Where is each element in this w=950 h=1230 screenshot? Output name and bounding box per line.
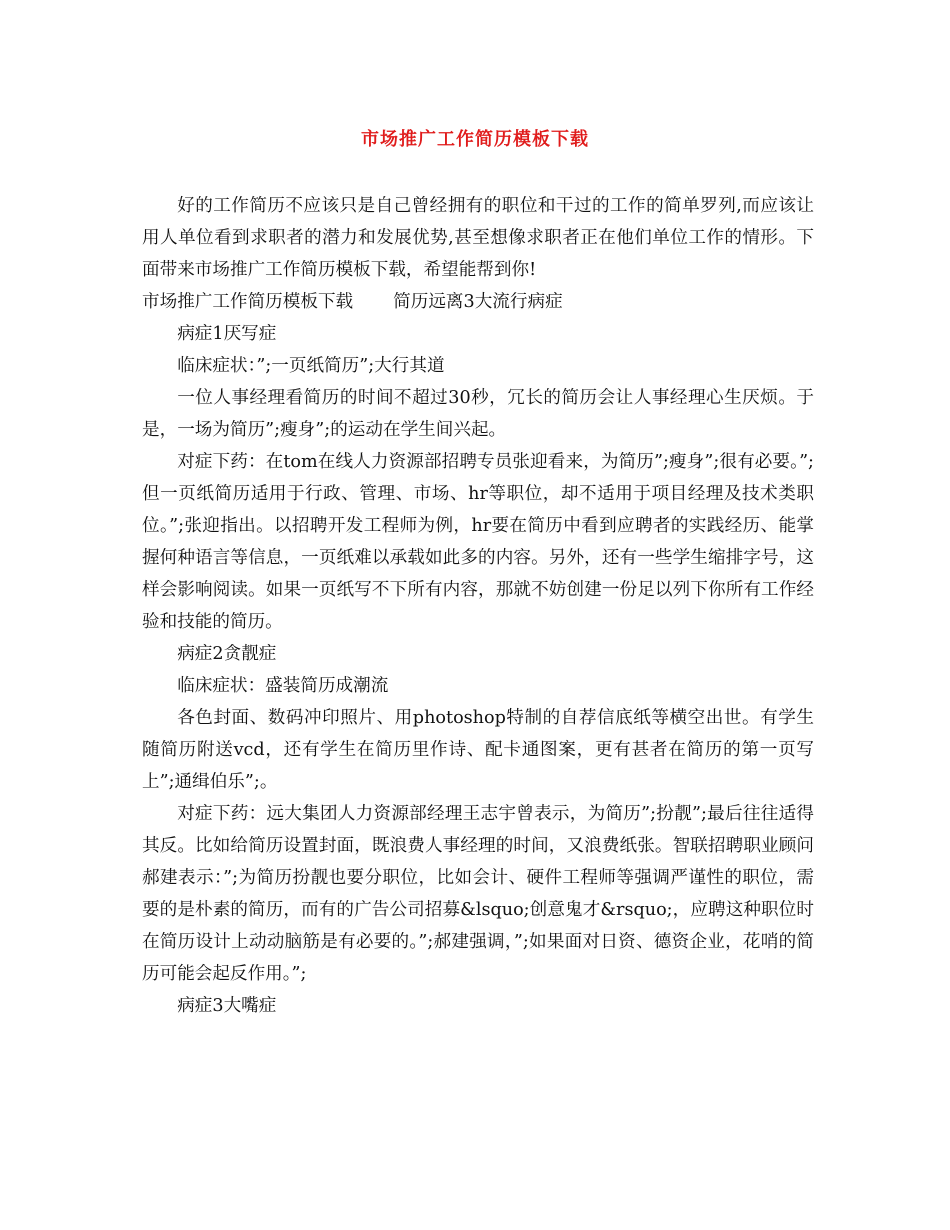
document-body xyxy=(142,190,814,1022)
document-title: 市场推广工作简历模板下载 xyxy=(361,129,589,150)
body-paragraph: 各色封面、数码冲印照片、用photoshop特制的自荐信底纸等横空出世。有学生随简历附送vcd，还有学生在简历里作诗、配卡通图案，更有甚者在简历的第一页写上”;通缉伯乐”;。 xyxy=(142,708,814,792)
remedy-paragraph-1: 对症下药：在tom在线人力资源部招聘专员张迎看来，为简历”;瘦身”;很有必要。”;但一页纸简历适用于行政、管理、市场、hr等职位，却不适用于项目经理及技术类职位。”;张迎指出。以招聘开发工程师为例，hr要在简历中看到应聘者的实践经历、能掌握何种语言等信息，一页纸难以承载如此多的内容。另外，还有一些学生缩排字号，这样会影响阅读。如果一页纸写不下所有内容，那就不妨创建一份足以列下你所有工作经验和技能的简历。 xyxy=(142,452,814,632)
symptom-heading-1: 病症1厌写症 xyxy=(177,324,277,344)
symptom-heading-3: 病症3大嘴症 xyxy=(177,996,277,1016)
body-paragraph: 一位人事经理看简历的时间不超过30秒，冗长的简历会让人事经理心生厌烦。于是，一场为简历”;瘦身”;的运动在学生间兴起。 xyxy=(142,388,814,440)
section-subheading: 简历远离3大流行病症 xyxy=(393,292,563,312)
section-heading: 市场推广工作简历模板下载 xyxy=(142,292,354,312)
section-heading-line xyxy=(142,286,814,318)
remedy-paragraph-2: 对症下药：远大集团人力资源部经理王志宇曾表示，为简历”;扮靓”;最后往往适得其反。比如给简历设置封面，既浪费人事经理的时间，又浪费纸张。智联招聘职业顾问郝建表示：”;为简历扮靓也要分职位，比如会计、硬件工程师等强调严谨性的职位，需要的是朴素的简历，而有的广告公司招募&lsquo;创意鬼才&rsquo;，应聘这种职位时在简历设计上动动脑筋是有必要的。”;郝建强调，”;如果面对日资、德资企业，花哨的简历可能会起反作用。”; xyxy=(142,804,814,984)
clinical-symptom-1: 临床症状：”;一页纸简历”;大行其道 xyxy=(177,356,445,376)
intro-paragraph: 好的工作简历不应该只是自己曾经拥有的职位和干过的工作的简单罗列,而应该让用人单位看到求职者的潜力和发展优势,甚至想像求职者正在他们单位工作的情形。下面带来市场推广工作简历模板下载，希望能帮到你! xyxy=(142,196,814,280)
clinical-symptom-2: 临床症状：盛装简历成潮流 xyxy=(177,676,389,696)
symptom-heading-2: 病症2贪靓症 xyxy=(177,644,277,664)
